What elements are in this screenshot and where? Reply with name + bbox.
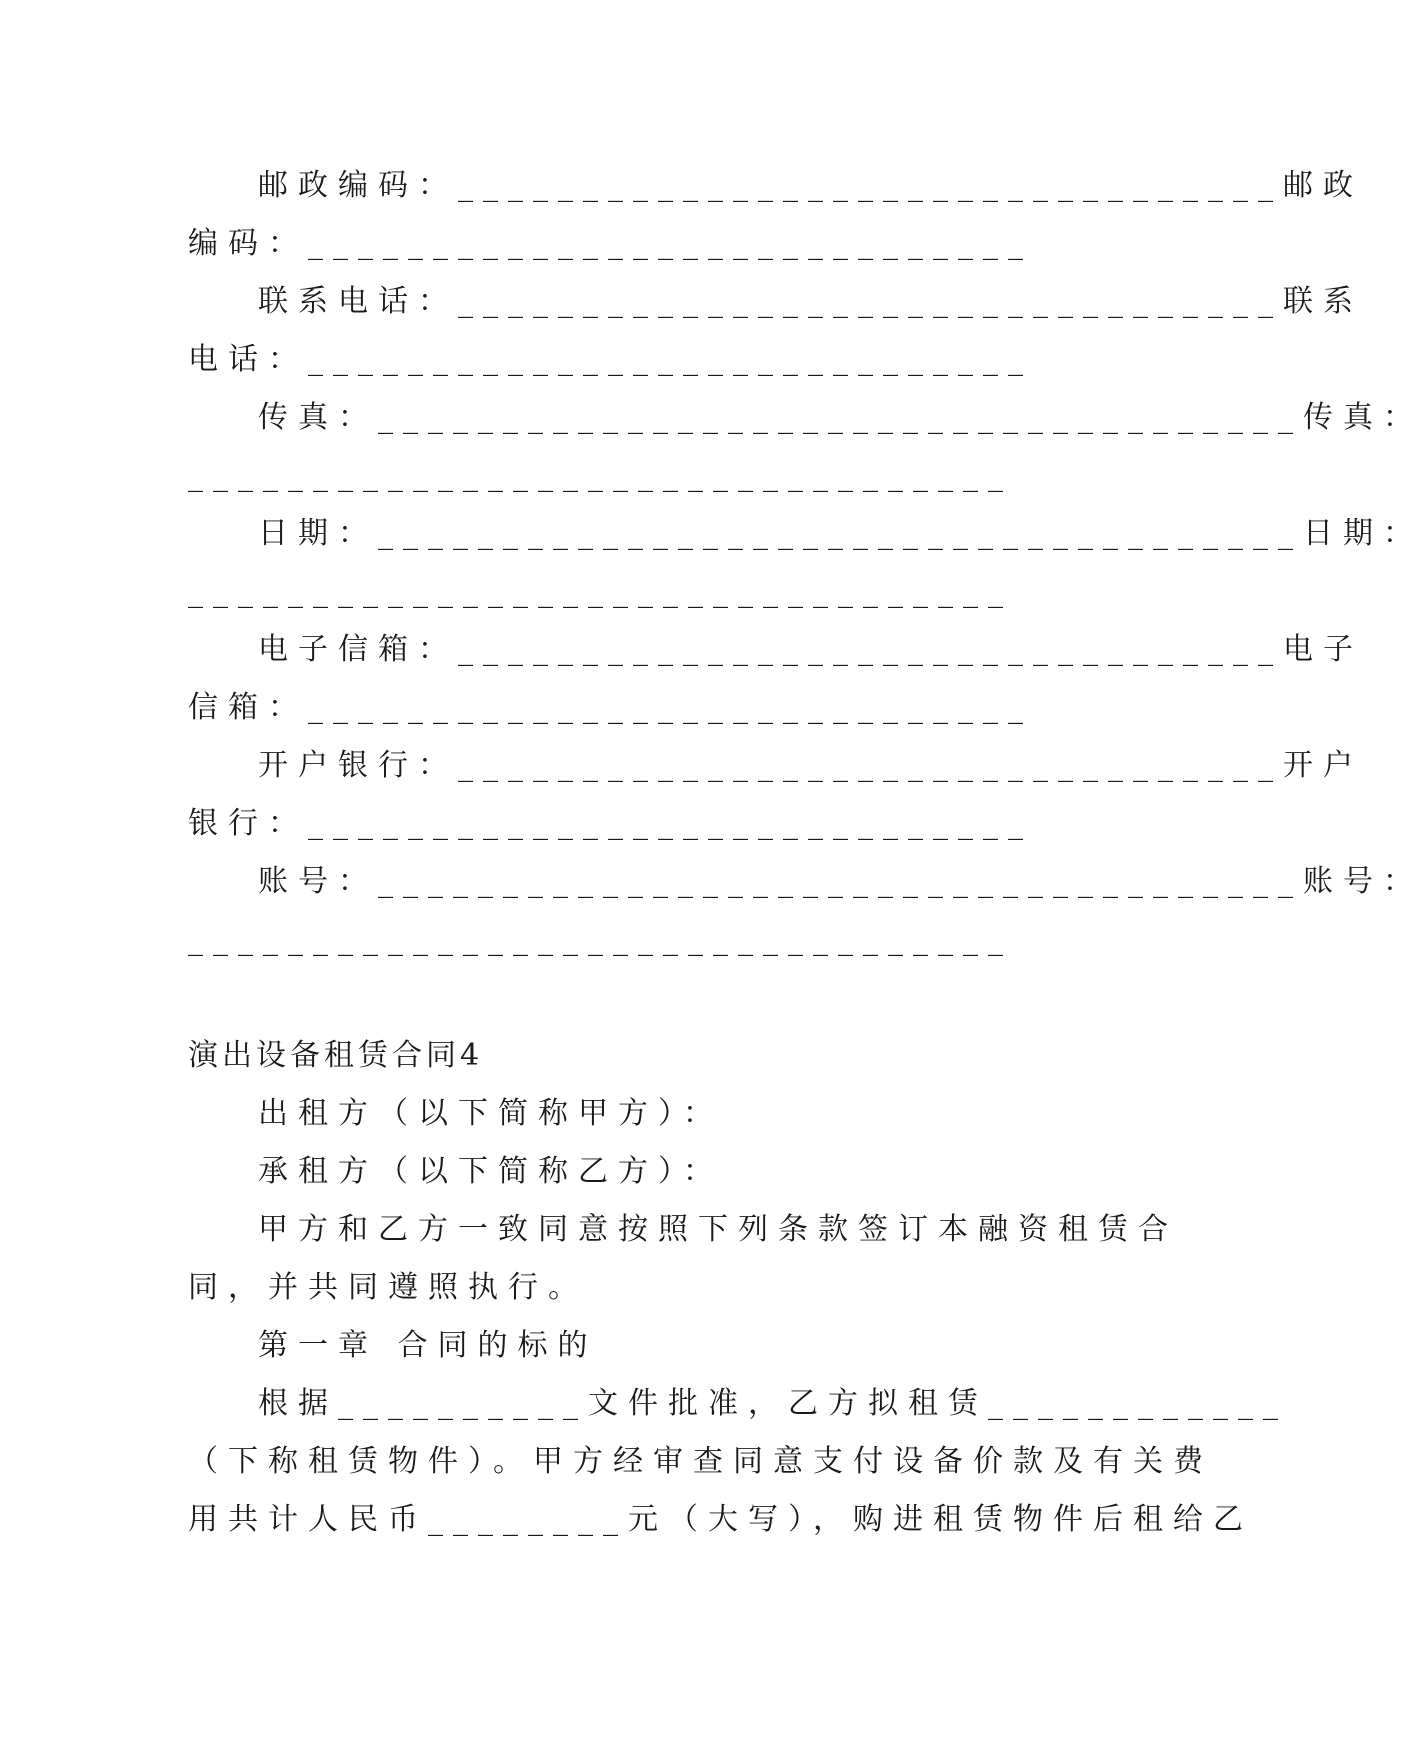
text-line: 电子信箱：_________________________________电子 <box>258 632 1363 667</box>
text-line: 传真：_____________________________________传真： <box>258 400 1423 435</box>
text-line: 同，并共同遵照执行。 <box>188 1270 588 1305</box>
text-line: 编码：_____________________________ <box>188 226 1033 261</box>
text-line: 日期：_____________________________________日期： <box>258 516 1423 551</box>
text-line: 银行：_____________________________ <box>188 806 1033 841</box>
chapter-heading: 第一章 合同的标的 <box>258 1328 598 1363</box>
text-line: 联系电话：_________________________________联系 <box>258 284 1363 319</box>
text-line: _________________________________ <box>188 574 1013 609</box>
text-line: _________________________________ <box>188 922 1013 957</box>
text-line: _________________________________ <box>188 458 1013 493</box>
text-line: 根据__________文件批准，乙方拟租赁____________ <box>258 1386 1288 1421</box>
text-line: 甲方和乙方一致同意按照下列条款签订本融资租赁合 <box>258 1212 1178 1247</box>
text-line: （下称租赁物件）。甲方经审查同意支付设备价款及有关费 <box>188 1444 1213 1479</box>
text-line: 账号：_____________________________________账号： <box>258 864 1423 899</box>
text-line: 电话：_____________________________ <box>188 342 1033 377</box>
text-line: 出租方（以下简称甲方）： <box>258 1096 723 1131</box>
text-line: 信箱：_____________________________ <box>188 690 1033 725</box>
text-line: 邮政编码：_________________________________邮政 <box>258 168 1363 203</box>
section-title: 演出设备租赁合同4 <box>188 1038 484 1073</box>
text-line: 开户银行：_________________________________开户 <box>258 748 1363 783</box>
text-line: 承租方（以下简称乙方）： <box>258 1154 723 1189</box>
text-line: 用共计人民币________元（大写），购进租赁物件后租给乙 <box>188 1502 1253 1537</box>
